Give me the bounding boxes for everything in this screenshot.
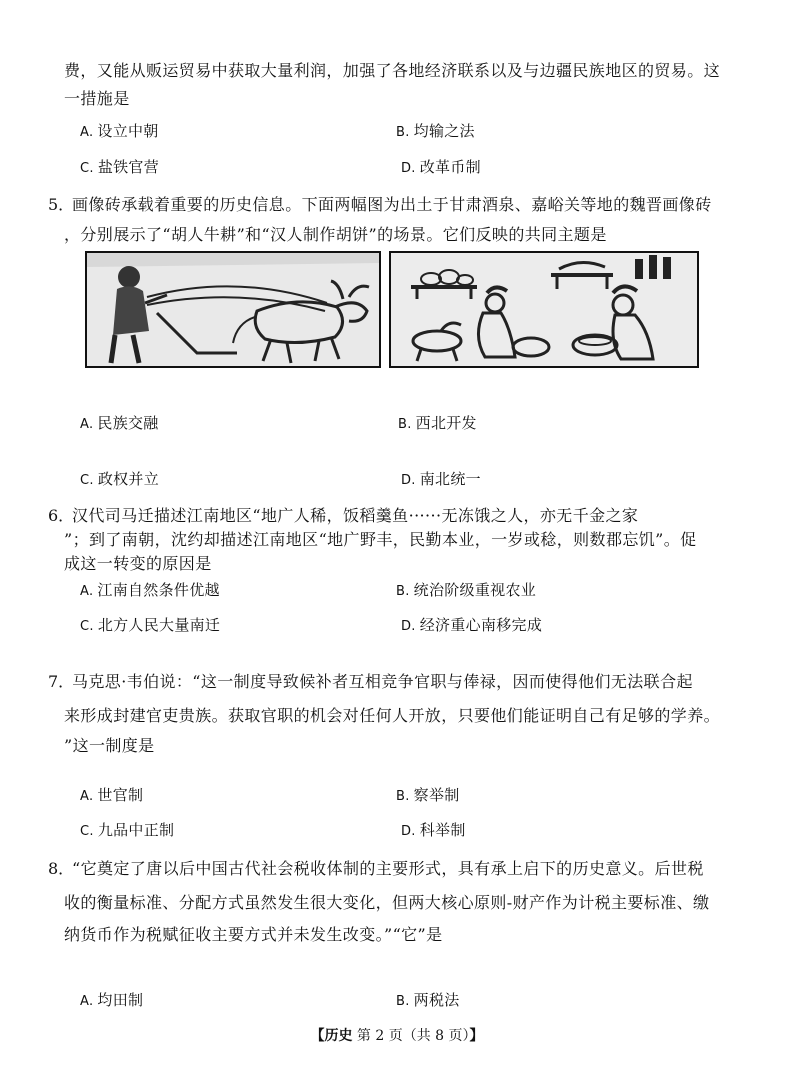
q8-option-b[interactable]: B. 两税法 bbox=[396, 991, 460, 1009]
q5-option-c[interactable]: C. 政权并立 bbox=[80, 470, 160, 488]
q4-option-d[interactable]: D. 改革币制 bbox=[401, 158, 481, 176]
q5-option-a[interactable]: A. 民族交融 bbox=[80, 414, 159, 432]
q7-option-a[interactable]: A. 世官制 bbox=[80, 786, 144, 804]
q6-option-c[interactable]: C. 北方人民大量南迁 bbox=[80, 616, 221, 634]
q7-option-d[interactable]: D. 科举制 bbox=[401, 821, 466, 839]
q6-stem-line-3: 成这一转变的原因是 bbox=[64, 554, 212, 573]
q7-number: 7． bbox=[48, 672, 75, 691]
q8-number: 8． bbox=[48, 859, 75, 878]
ox-plowing-illustration bbox=[87, 253, 379, 366]
footer-subject: 【历史 bbox=[310, 1028, 353, 1044]
q6-option-b[interactable]: B. 统治阶级重视农业 bbox=[396, 581, 537, 599]
footer-bracket: 】 bbox=[469, 1028, 484, 1044]
q7-stem-line-1: 马克思·韦伯说：“这一制度导致候补者互相竞争官职与俸禄，因而使得他们无法联合起 bbox=[72, 672, 693, 691]
q6-option-a[interactable]: A. 江南自然条件优越 bbox=[80, 581, 220, 599]
q4-option-b[interactable]: B. 均输之法 bbox=[396, 122, 475, 140]
q6-stem-line-1: 汉代司马迁描述江南地区“地广人稀，饭稻羹鱼······无冻饿之人，亦无千金之家 bbox=[72, 506, 639, 525]
q8-stem-line-2: 收的衡量标准、分配方式虽然发生很大变化，但两大核心原则-财产作为计税主要标准、缴 bbox=[64, 893, 710, 912]
q5-stem-line-2: ，分别展示了“胡人牛耕”和“汉人制作胡饼”的场景。它们反映的共同主题是 bbox=[64, 225, 607, 244]
hu-bread-illustration bbox=[391, 253, 697, 366]
page-footer bbox=[0, 1026, 794, 1046]
q6-option-d[interactable]: D. 经济重心南移完成 bbox=[401, 616, 543, 634]
brick-painting-ox-plowing bbox=[85, 251, 381, 368]
q7-option-b[interactable]: B. 察举制 bbox=[396, 786, 460, 804]
q6-number: 6． bbox=[48, 506, 75, 525]
q5-option-d[interactable]: D. 南北统一 bbox=[401, 470, 481, 488]
footer-page-number: 第 2 页（共 8 页） bbox=[356, 1028, 470, 1044]
q5-number: 5． bbox=[48, 195, 75, 214]
q8-stem-line-1: “它奠定了唐以后中国古代社会税收体制的主要形式，具有承上启下的历史意义。后世税 bbox=[72, 859, 704, 878]
q5-option-b[interactable]: B. 西北开发 bbox=[398, 414, 477, 432]
q5-stem-line-1: 画像砖承载着重要的历史信息。下面两幅图为出土于甘肃酒泉、嘉峪关等地的魏晋画像砖 bbox=[72, 195, 712, 214]
q8-option-a[interactable]: A. 均田制 bbox=[80, 991, 144, 1009]
q6-stem-line-2: ”；到了南朝，沈约却描述江南地区“地广野丰，民勤本业，一岁或稔，则数郡忘饥”。促 bbox=[64, 530, 697, 549]
q7-option-c[interactable]: C. 九品中正制 bbox=[80, 821, 175, 839]
q7-stem-line-2: 来形成封建官吏贵族。获取官职的机会对任何人开放，只要他们能证明自己有足够的学养。 bbox=[64, 706, 721, 725]
brick-painting-making-hu-bread bbox=[389, 251, 699, 368]
q4-option-c[interactable]: C. 盐铁官营 bbox=[80, 158, 160, 176]
q4-stem-line-1: 费，又能从贩运贸易中获取大量利润，加强了各地经济联系以及与边疆民族地区的贸易。这 bbox=[64, 61, 721, 80]
q4-stem-line-2: 一措施是 bbox=[64, 89, 130, 108]
q4-option-a[interactable]: A. 设立中朝 bbox=[80, 122, 159, 140]
q7-stem-line-3: ”这一制度是 bbox=[64, 736, 155, 755]
q8-stem-line-3: 纳货币作为税赋征收主要方式并未发生改变。”“它”是 bbox=[64, 925, 443, 944]
